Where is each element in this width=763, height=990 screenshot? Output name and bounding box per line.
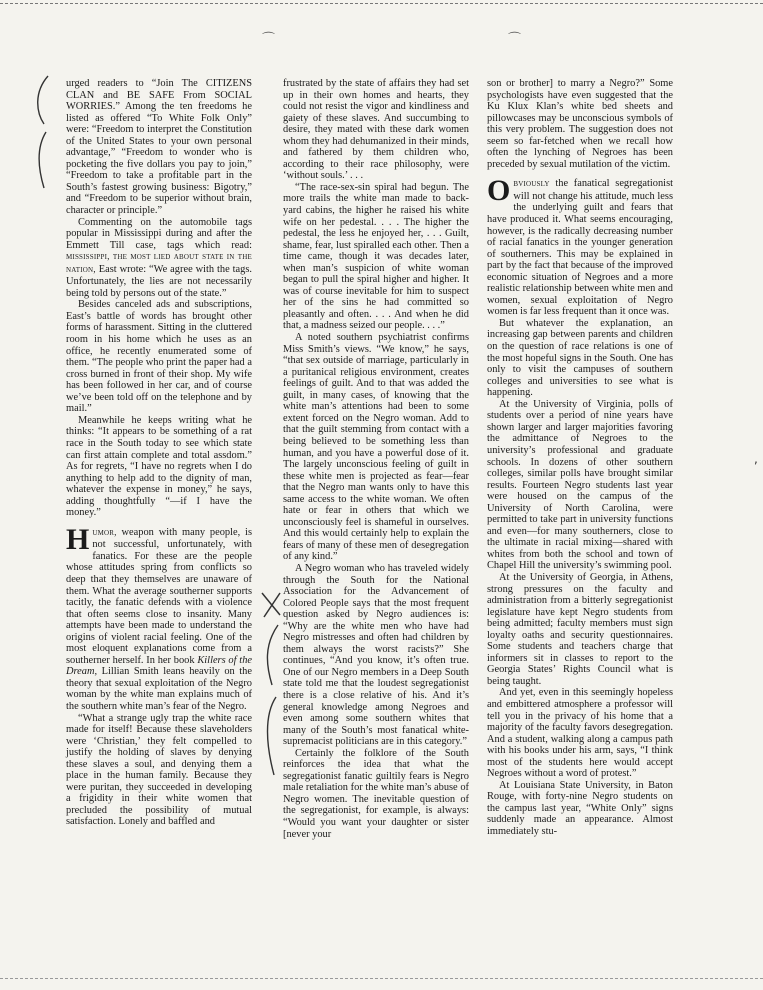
lead-in-text: umor, [92,527,117,538]
tag-text: mississippi, the most lied about state in the nation, [66,252,252,275]
paragraph: “The race-sex-sin spiral had begun. The more trails the white man made to back-yard cabins, the higher he raised his white wife on her pedestal. . . . The higher the pedestal, the less he enjoyed her, . . . Guilt, shame, fear, lust spiralled each other. Then a time came, though it was decades later, when man’s suspicion of white woman began to pull the spiral higher and higher. It was of course inevitable for him to suspect her of the sins he had committed so pleasantly and often. . . . And when he did that, a madness seized our people. . . .” [283,181,469,332]
drop-cap: H [66,522,90,556]
margin-x-stroke [262,593,280,617]
paragraph-text: Commenting on the automobile tags popular in Mississippi during and after the Emmett Till case, tags which read: [66,216,252,251]
paragraph: Besides canceled ads and subscriptions, East’s battle of words has brought other forms of harassment. Sitting in the cluttered room in his home which he uses as an office, he recently enumerated some of them. “The people who print the paper had a cross burned in front of their shop. My wife has been followed in her car, and of course we’ve been told off on the telephone and by mail.” [66,299,252,415]
paragraph: At Louisiana State University, in Baton Rouge, with forty-nine Negro students on the campus last year, “White Only” signs suddenly made an appearance. Almost immediately stu- [487,779,673,837]
paragraph: And yet, even in this seemingly hopeless and embittered atmosphere a professor will tell you in the privacy of his home that a majority of the faculty favors desegregation. And a student, walking along a campus path with his books under his arm, says, “I think most of the students here would accept Negroes without a word of protest.” [487,687,673,780]
paragraph: At the University of Virginia, polls of students over a period of nine years have shown larger and larger majorities favoring the admittance of Negroes to the university’s professional and graduate schools. In dozens of other southern colleges, similar polls have brought similar results. Fourteen Negro students last year were housed on the campus of the University of North Carolina, were permitted to take part in university functions and even—for many southerners, close to the ultimate in racial mixing—shared with whites from both the school and town of Chapel Hill the university’s swimming pool. [487,398,673,572]
paragraph: “What a strange ugly trap the white race made for itself! Because these slaveholders were ‘Christian,’ they felt compelled to justify the holding of slaves by denying these slaves a soul, and denying them a place in the human family. Because they were puritan, they succeeded in developing a frigidity in their white women that precluded the possibility of mutual satisfaction. Lonely and baffled and [66,712,252,828]
page-top-edge [0,3,763,5]
book-title: Killers of the Dream, [66,654,252,678]
paragraph-text: the fanatical segregationist will not change his attitude, much less the underlying guilt and fears that have produced it. What seems encouraging, however, is the radically decreasing number of racial fanatics in the younger generation of southerners. This may be explained in part by the fact that because of the improved economic situation of Negroes and a more realistic relationship between white men and women, sexual exploitation of Negro women is far less frequent than it once was. [487,178,673,318]
paragraph-text: weapon with many people, is not successful, unfortunately, with fanatics. For these are the people whose attitudes spring from conflicts so deep that they themselves are unaware of them. What the average southerner supports tacitly, the fanatic defends with a violence that often seems close to insanity. Many attempts have been made to understand the origins of violent racial feeling. One of the most eloquent explanations come from a southerner herself. In her book [66,526,252,666]
drop-cap: O [487,174,511,208]
paragraph: But whatever the explanation, an increasing gap between parents and children on the question of race relations is one of the most hopeful signs in the South. One has only to visit the campuses of southern colleges and universities to see what is happening. [487,317,673,399]
column-middle [283,78,469,840]
paragraph: A noted southern psychiatrist confirms Miss Smith’s views. “We know,” he says, “that sex outside of marriage, particularly in a puritanical religious environment, creates feelings of guilt. And to that was added the guilt, in many cases, of knowing that the white man’s attentions had been to some extent forced on the Negro woman. Add to that the guilt stemming from contact with a being believed to be something less than human, and you have a powerful dose of it. The largely unconscious feeling of guilt in these white men is projected as fear—fear that the Negro man wants only to have this same access to the white woman. We often hate or fear in others that which we unconsciously feel is shameful in ourselves. And this would certainly help to explain the fears of many of these men of desegregation of any kind.” [283,332,469,563]
paragraph: A Negro woman who has traveled widely through the South for the National Association for the Advancement of Colored People says that the most frequent question asked by Negro audiences is: “Why are the white men who have had Negro mistresses and often had children by them always the worst racists?” She continues, “And you know, it’s often true. One of our Negro members in a Deep South state told me that the loudest segregationist there is a close relative of his. And it’s general knowledge among Negroes and even among some southern whites that many of the South’s most fanatical white-supremacist politicians are in this category.” [283,562,469,748]
paragraph [66,522,252,713]
binding-hole-mark: ⌒ [508,31,522,46]
column-left [66,78,252,828]
paragraph-text: East wrote: “We agree with the tags. Unfortunately, the lies are not necessarily being told by persons out of the state.” [66,263,252,299]
paragraph [66,217,252,300]
paragraph: Meanwhile he keeps writing what he thinks: “It appears to be something of a rat race in the South today to see which state can first attain complete and total assdom.” As for regrets, “I have no regrets when I do anything to help add to the dignity of man, whatever the expense in money,” he says, adding thoughtfully “—if I have the money.” [66,414,252,519]
binding-hole-mark: ⌒ [262,31,276,46]
page-bottom-edge [0,978,763,980]
margin-bracket-mark [30,72,60,192]
paragraph: urged readers to “Join The CITIZENS CLAN and BE SAFE From SOCIAL WORRIES.” Among the ten freedoms he listed as offered “To White Folk Only” were: “Freedom to interpret the Constitution of the United States to your own personal advantage,” “Freedom to wonder who is pocketing the five dollars you pay to join,” “Freedom to take a profitable part in the South’s fastest growing business: Bigotry,” and “Freedom to be superior without brain, character or principle.” [66,78,252,217]
margin-bracket-stroke [38,76,48,188]
paragraph: frustrated by the state of affairs they had set up in their own homes and hearts, they could not resist the vigor and kindliness and gaiety of these slaves. And succumbing to desire, they mated with these dark women whom they had dehumanized in their minds, and fathered by them children who, according to their race philosophy, were ‘without souls.’ . . . [283,78,469,182]
paragraph-text: Lillian Smith leans heavily on the theory that sexual exploitation of the Negro woman by the white man explains much of the southern white man’s fear of the Negro. [66,666,252,712]
paragraph: At the University of Georgia, in Athens, strong pressures on the faculty and administration from a bitterly segregationist legislature have kept Negro students from being admitted; faculty members must sign loyalty oaths and security questionnaires. Some students and teachers charge that informers sit in classes to report to the Georgia States’ Rights Council what is being taught. [487,571,673,687]
margin-bracket-stroke [267,625,278,775]
column-right [487,78,673,838]
paragraph: Certainly the folklore of the South reinforces the idea that what the segregationist fanatic guiltily fears is Negro male retaliation for the white man’s abuse of Negro women. The inevitable question of the segregationist, for example, is always: “Would you want your daughter or sister [never your [283,747,469,840]
margin-tick-mark: , [754,452,758,466]
paragraph [487,174,673,318]
paragraph: son or brother] to marry a Negro?” Some psychologists have even suggested that the Ku Klux Klan’s white bed sheets and pillowcases may be unconscious symbols of this very problem. The suggestion does not seem so far-fetched when we recall how often the lynching of Negroes has been preceded by sexual mutilation of the victim. [487,78,673,170]
lead-in-text: bviously [513,179,550,190]
